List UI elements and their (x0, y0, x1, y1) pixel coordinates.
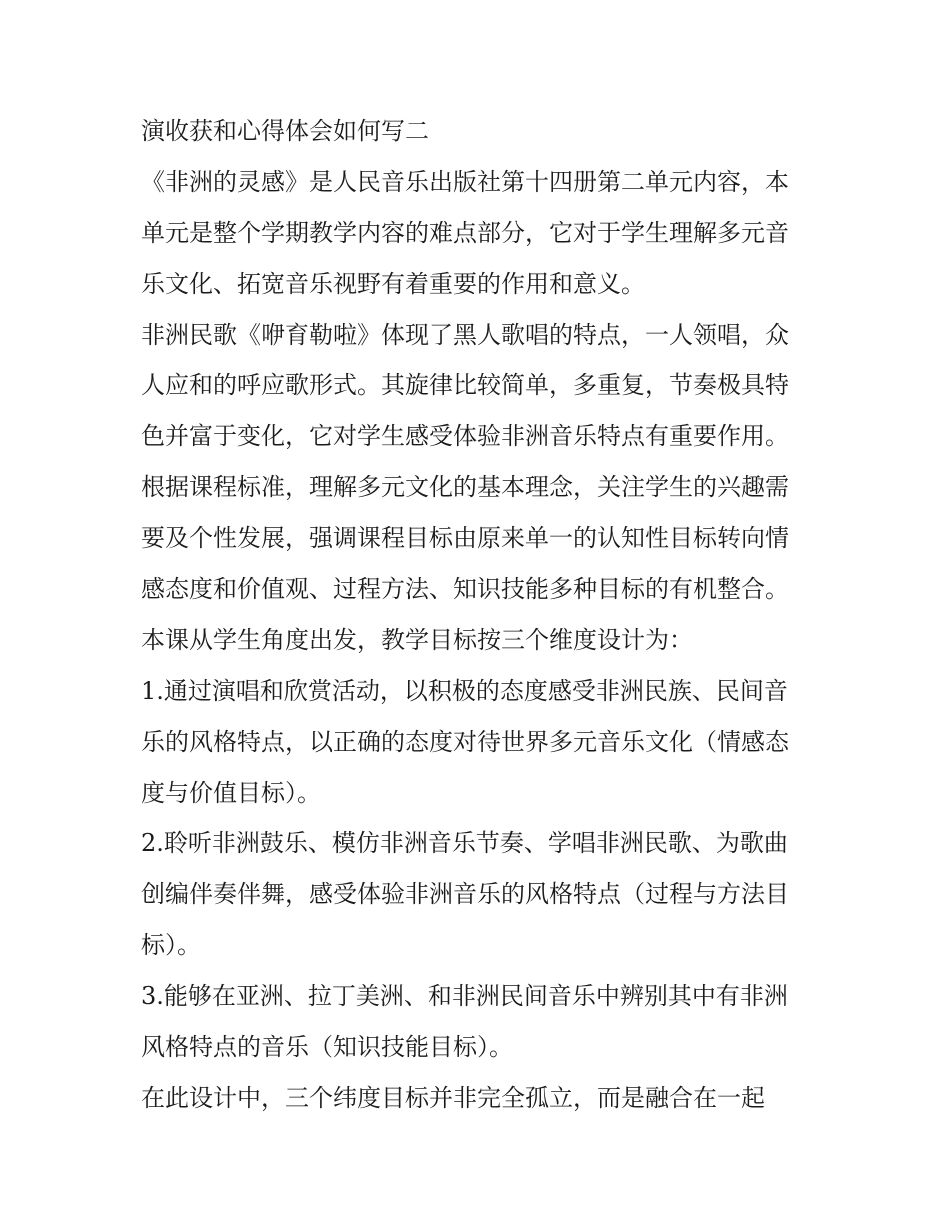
text-line: 3.能够在亚洲、拉丁美洲、和非洲民间音乐中辨别其中有非洲 (141, 982, 788, 1011)
text-line: 2.聆听非洲鼓乐、模仿非洲音乐节奏、学唱非洲民歌、为歌曲 (141, 829, 788, 858)
text-line: 根据课程标准，理解多元文化的基本理念，关注学生的兴趣需 (141, 473, 789, 502)
document-body (141, 106, 821, 1124)
text-line: 要及个性发展，强调课程目标由原来单一的认知性目标转向情 (141, 524, 789, 553)
text-line: 度与价值目标）。 (141, 778, 321, 807)
text-line: 《非洲的灵感》是人民音乐出版社第十四册第二单元内容，本 (141, 167, 789, 196)
text-line: 演收获和心得体会如何写二 (141, 117, 429, 145)
text-line: 在此设计中，三个纬度目标并非完全孤立，而是融合在一起 (141, 1083, 765, 1112)
text-line: 乐文化、拓宽音乐视野有着重要的作用和意义。 (141, 269, 645, 298)
text-line: 乐的风格特点，以正确的态度对待世界多元音乐文化（情感态 (141, 727, 789, 756)
text-line: 创编伴奏伴舞，感受体验非洲音乐的风格特点（过程与方法目 (141, 880, 789, 909)
text-line: 本课从学生角度出发，教学目标按三个维度设计为： (141, 625, 693, 654)
text-line: 单元是整个学期教学内容的难点部分，它对于学生理解多元音 (141, 218, 789, 247)
text-line: 1.通过演唱和欣赏活动，以积极的态度感受非洲民族、民间音 (141, 676, 788, 705)
text-line: 人应和的呼应歌形式。其旋律比较简单，多重复，节奏极具特 (141, 371, 789, 400)
text-line: 非洲民歌《咿育勒啦》体现了黑人歌唱的特点，一人领唱，众 (141, 320, 789, 349)
text-line: 色并富于变化，它对学生感受体验非洲音乐特点有重要作用。 (141, 422, 789, 451)
text-line: 标）。 (141, 931, 201, 960)
text-line: 风格特点的音乐（知识技能目标）。 (141, 1033, 513, 1062)
text-line: 感态度和价值观、过程方法、知识技能多种目标的有机整合。 (141, 575, 789, 604)
